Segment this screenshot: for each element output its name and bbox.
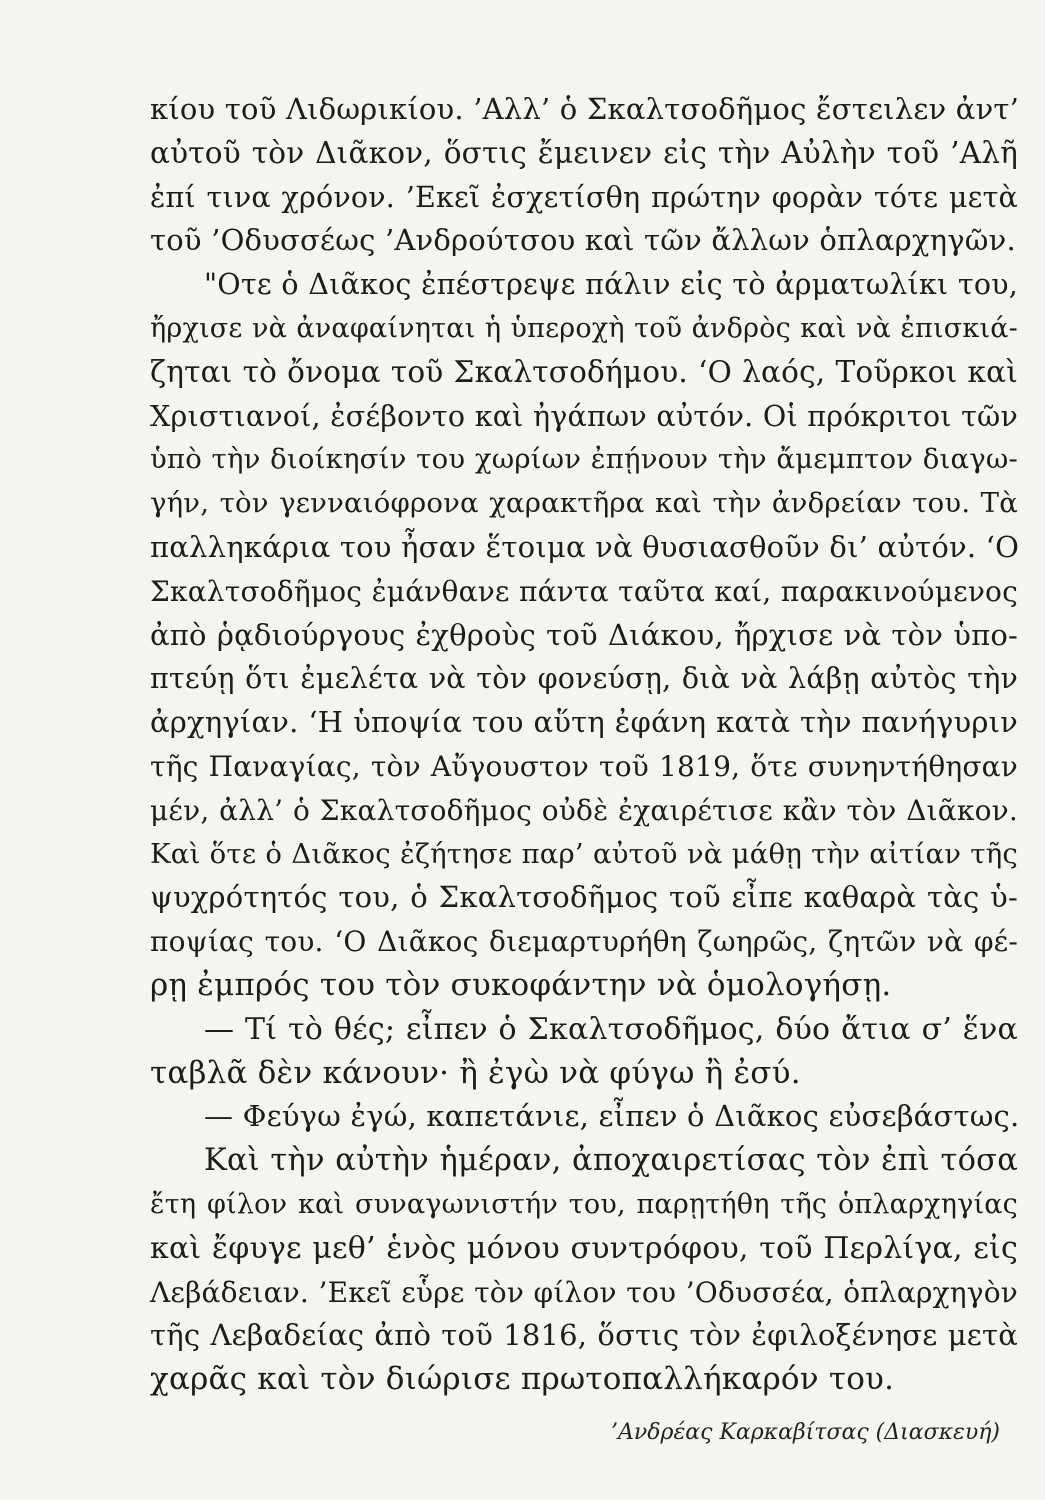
text-line: ποψίας του. ‘Ο Διᾶκος διεμαρτυρήθη ζωηρῶς, ζητῶν νὰ φέ- bbox=[150, 925, 1018, 959]
text-line: μέν, ἀλλ’ ὁ Σκαλτσοδῆμος οὐδὲ ἐχαιρέτισε κἂν τὸν Διᾶκον. bbox=[150, 793, 1018, 827]
text-line: τῆς Λεβαδείας ἀπὸ τοῦ 1816, ὅστις τὸν ἐφιλοξένησε μετὰ bbox=[150, 1318, 1018, 1353]
text-line: ἀπὸ ῥᾳδιούργους ἐχθροὺς τοῦ Διάκου, ἤρχισε νὰ τὸν ὑπο- bbox=[150, 617, 1018, 652]
text-line: κίου τοῦ Λιδωρικίου. ’Αλλ’ ὁ Σκαλτσοδῆμος ἔστειλεν ἀντ’ bbox=[150, 92, 1020, 126]
text-line: ἐπί τινα χρόνον. ’Εκεῖ ἐσχετίσθη πρώτην φορὰν τότε μετὰ bbox=[150, 180, 1018, 214]
text-line: "Οτε ὁ Διᾶκος ἐπέστρεψε πάλιν εἰς τὸ ἀρματωλίκι του, bbox=[204, 268, 1018, 302]
text-line: Χριστιανοί, ἐσέβοντο καὶ ἠγάπων αὐτόν. Οἱ πρόκριτοι τῶν bbox=[150, 399, 1018, 433]
author-attribution: ’Ανδρέας Καρκαβίτσας (Διασκευή) bbox=[611, 1420, 1000, 1445]
body-text bbox=[150, 88, 1018, 1402]
text-line: παλληκάρια του ἦσαν ἕτοιμα νὰ θυσιασθοῦν δι’ αὐτόν. ‘Ο bbox=[150, 529, 1020, 564]
text-line: — Τί τὸ θές; εἶπεν ὁ Σκαλτσοδῆμος, δύο ἄτια σ’ ἕνα bbox=[204, 1011, 1018, 1047]
text-line: ἔτη φίλον καὶ συναγωνιστήν του, παρῃτήθη τῆς ὁπλαρχηγίας bbox=[150, 1188, 1018, 1220]
text-line: ὑπὸ τὴν διοίκησίν του χωρίων ἐπῄνουν τὴν ἄμεμπτον διαγω- bbox=[150, 443, 1018, 476]
text-line: ψυχρότητός του, ὁ Σκαλτσοδῆμος τοῦ εἶπε καθαρὰ τὰς ὑ- bbox=[150, 880, 1018, 915]
text-line: ταβλᾶ δὲν κάνουν· ἢ ἐγὼ νὰ φύγω ἢ ἐσύ. bbox=[150, 1054, 801, 1091]
text-line: Λεβάδειαν. ’Εκεῖ εὗρε τὸν φίλον του ’Οδυσσέα, ὁπλαρχηγὸν bbox=[150, 1275, 1018, 1309]
text-line: ἤρχισε νὰ ἀναφαίνηται ἡ ὑπεροχὴ τοῦ ἀνδρὸς καὶ νὰ ἐπισκιά- bbox=[150, 312, 1018, 344]
text-line: ζηται τὸ ὄνομα τοῦ Σκαλτσοδήμου. ‘Ο λαός, Τοῦρκοι καὶ bbox=[150, 354, 1018, 389]
text-line: Σκαλτσοδῆμος ἐμάνθανε πάντα ταῦτα καί, παρακινούμενος bbox=[150, 574, 1018, 608]
text-line: χαρᾶς καὶ τὸν διώρισε πρωτοπαλλήκαρόν του. bbox=[150, 1361, 895, 1398]
text-line: τοῦ ’Οδυσσέως ’Ανδρούτσου καὶ τῶν ἄλλων ὁπλαρχηγῶν. bbox=[150, 223, 1016, 258]
text-line: πτεύῃ ὅτι ἐμελέτα νὰ τὸν φονεύσῃ, διὰ νὰ λάβῃ αὐτὸς τὴν bbox=[150, 662, 1018, 696]
text-line: Καὶ ὅτε ὁ Διᾶκος ἐζήτησε παρ’ αὐτοῦ νὰ μάθῃ τὴν αἰτίαν τῆς bbox=[150, 837, 1018, 870]
text-line: ρῃ ἐμπρός του τὸν συκοφάντην νὰ ὁμολογήσῃ. bbox=[150, 966, 892, 1003]
text-line: γήν, τὸν γενναιόφρονα χαρακτῆρα καὶ τὴν ἀνδρείαν του. Τὰ bbox=[150, 487, 1018, 520]
text-line: αὐτοῦ τὸν Διᾶκον, ὅστις ἔμεινεν εἰς τὴν Αὐλὴν τοῦ ’Αλῆ bbox=[150, 135, 1018, 170]
text-line: Καὶ τὴν αὐτὴν ἡμέραν, ἀποχαιρετίσας τὸν ἐπὶ τόσα bbox=[204, 1143, 1018, 1179]
text-line: ἀρχηγίαν. ‘Η ὑποψία του αὕτη ἐφάνη κατὰ τὴν πανήγυριν bbox=[150, 705, 1018, 740]
text-line: — Φεύγω ἐγώ, καπετάνιε, εἶπεν ὁ Διᾶκος εὐσεβάστως. bbox=[204, 1099, 1020, 1134]
text-line: τῆς Παναγίας, τὸν Αὔγουστον τοῦ 1819, ὅτε συνηντήθησαν bbox=[150, 749, 1018, 783]
text-line: καὶ ἔφυγε μεθ’ ἑνὸς μόνου συντρόφου, τοῦ Περλίγα, εἰς bbox=[150, 1230, 1018, 1266]
